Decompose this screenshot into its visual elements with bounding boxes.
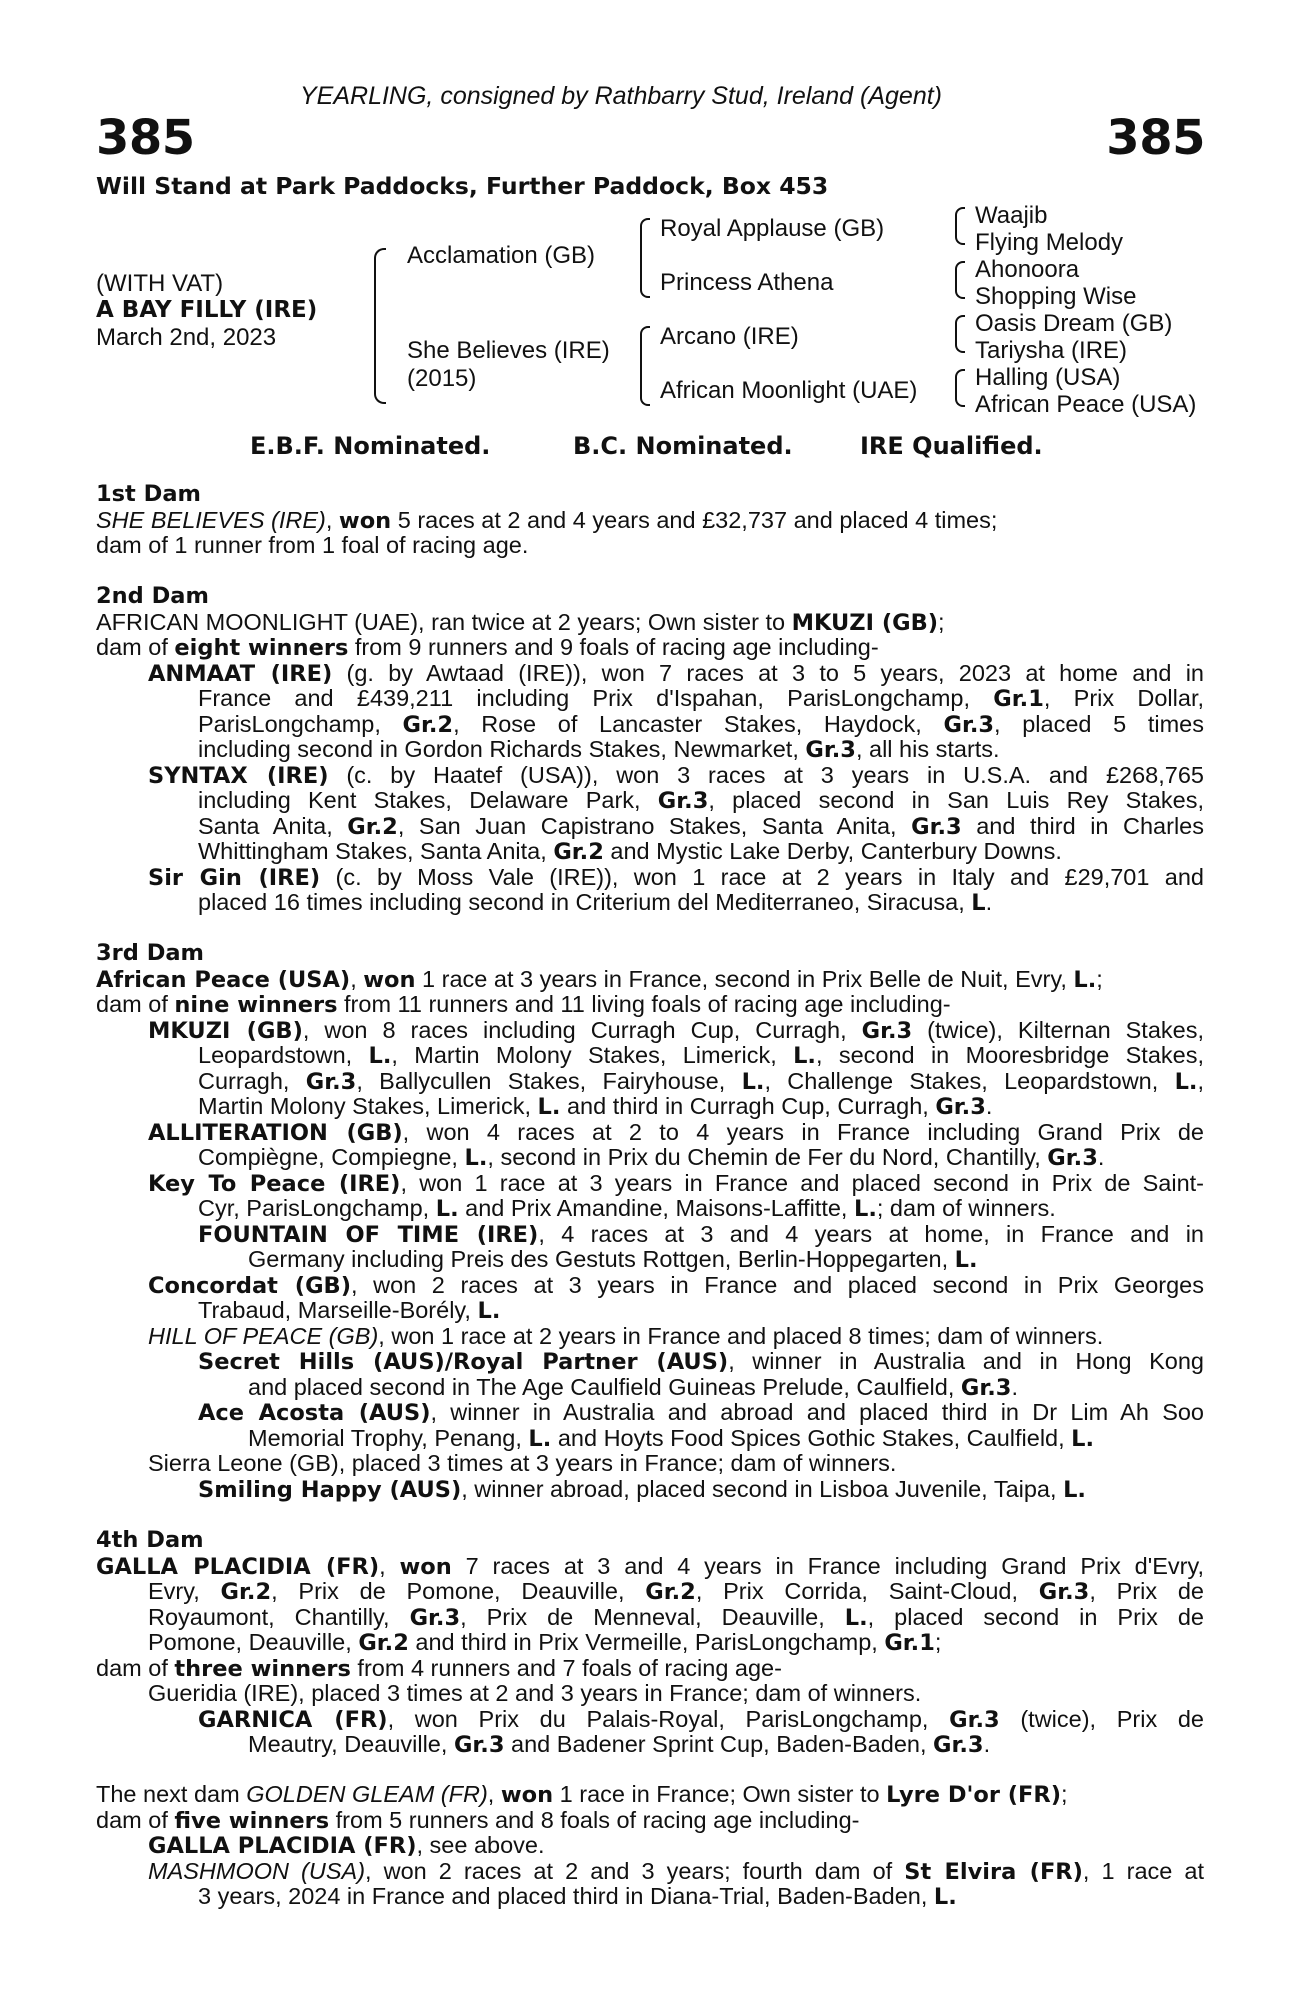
horse-name: GALLA PLACIDIA (FR) xyxy=(148,1833,417,1859)
listed: L. xyxy=(844,1604,868,1631)
text: Compiègne, Compiegne, xyxy=(198,1144,465,1170)
horse-name: HILL OF PEACE (GB) xyxy=(148,1322,379,1349)
brace-g34 xyxy=(955,261,965,299)
first-dam-line-2: dam of 1 runner from 1 foal of racing age. xyxy=(96,532,529,558)
text: , won 1 race at 3 years in France and placed second in Prix de Saint- xyxy=(400,1169,1204,1196)
text: , second in Mooresbridge Stakes, xyxy=(815,1042,1204,1068)
gsire-5: Oasis Dream (GB) xyxy=(975,310,1173,337)
next-dam-line-1 xyxy=(96,1782,1204,1808)
brace-g12 xyxy=(955,207,965,245)
text: and third in Charles xyxy=(961,812,1204,839)
grade: Gr.3 xyxy=(911,813,962,840)
progeny-galla-placidia xyxy=(96,1833,1204,1859)
progeny-secret-hills xyxy=(96,1349,1204,1375)
fourth-dam-line-1 xyxy=(96,1554,1204,1580)
fourth-dam-line xyxy=(96,1579,1204,1605)
text: 1 race in France; Own sister to xyxy=(553,1781,887,1807)
text: and Badener Sprint Cup, Baden-Baden, xyxy=(504,1731,934,1757)
third-dam-line-1 xyxy=(96,967,1204,993)
text: , won Prix du Palais-Royal, ParisLongchamp, xyxy=(387,1705,950,1732)
text: 3 years, 2024 in France and placed third in Diana-Trial, Baden-Baden, xyxy=(198,1883,934,1909)
text: , Prix de xyxy=(1089,1578,1204,1604)
progeny-line xyxy=(96,1884,1204,1910)
progeny-line xyxy=(96,1247,1204,1273)
text: The next dam xyxy=(96,1781,247,1807)
text: including second in Gordon Richards Stakes, Newmarket, xyxy=(198,736,806,762)
listed: L. xyxy=(1073,966,1097,993)
horse-name: GALLA PLACIDIA (FR) xyxy=(96,1553,380,1580)
text: Evry, xyxy=(148,1578,221,1604)
horse-name: FOUNTAIN OF TIME (IRE) xyxy=(198,1221,539,1248)
grade: Gr.3 xyxy=(949,1706,1000,1733)
sire: Acclamation (GB) xyxy=(407,242,596,269)
listed: L. xyxy=(537,1094,561,1120)
progeny-line xyxy=(96,1196,1204,1222)
first-dam-heading: 1st Dam xyxy=(96,481,201,507)
second-dam-section xyxy=(96,584,1204,916)
grade: Gr.3 xyxy=(409,1604,461,1631)
gsire-2: Flying Melody xyxy=(975,229,1124,256)
text: , winner in Australia and abroad and placed third in Dr Lim Ah Soo xyxy=(430,1399,1205,1425)
progeny-sierra-leone: Sierra Leone (GB), placed 3 times at 3 years in France; dam of winners. xyxy=(148,1450,897,1476)
text: and Mystic Lake Derby, Canterbury Downs. xyxy=(603,838,1062,864)
text: AFRICAN MOONLIGHT (UAE), ran twice at 2 years; Own sister to xyxy=(96,608,792,635)
progeny-gueridia: Gueridia (IRE), placed 3 times at 2 and 3 years in France; dam of winners. xyxy=(148,1680,922,1706)
progeny-line xyxy=(96,1298,1204,1324)
grade: Gr.3 xyxy=(1038,1579,1090,1605)
horse-name: Ace Acosta (AUS) xyxy=(198,1400,431,1426)
second-dam-line-1 xyxy=(96,610,1204,636)
brace-g56 xyxy=(955,315,965,353)
foaling-date: March 2nd, 2023 xyxy=(96,324,277,351)
third-dam-line-2 xyxy=(96,992,1204,1018)
grade: Gr.3 xyxy=(453,1732,505,1758)
text: , 1 race at xyxy=(1082,1857,1205,1884)
grade: Gr.3 xyxy=(1047,1145,1098,1171)
text: , all his starts. xyxy=(855,736,1000,762)
grade: Gr.2 xyxy=(645,1579,696,1605)
progeny-line xyxy=(96,788,1204,814)
text: Pomone, Deauville, xyxy=(148,1629,359,1655)
text: dam of xyxy=(96,634,175,660)
horse-name: MKUZI (GB) xyxy=(791,609,938,636)
horse-name: Key To Peace (IRE) xyxy=(148,1170,401,1197)
text: Leopardstown, xyxy=(198,1042,369,1068)
text: , 4 races at 3 and 4 years at home, in France and in xyxy=(538,1220,1204,1247)
horse-name: Secret Hills (AUS)/Royal Partner (AUS) xyxy=(198,1349,729,1375)
horse-name: ANMAAT (IRE) xyxy=(148,660,333,687)
grade: Gr.3 xyxy=(805,737,856,763)
listed: L. xyxy=(954,1247,978,1273)
text: , placed second in San Luis Rey Stakes, xyxy=(708,787,1204,813)
progeny-smiling-happy xyxy=(96,1477,1204,1503)
text: Trabaud, Marseille-Borély, xyxy=(198,1297,478,1323)
text: and placed second in The Age Caulfield Guineas Prelude, Caulfield, xyxy=(248,1373,961,1400)
ebf-nominated: E.B.F. Nominated. xyxy=(250,432,491,460)
listed: L. xyxy=(933,1884,957,1910)
text: Martin Molony Stakes, Limerick, xyxy=(198,1093,538,1119)
text: dam of xyxy=(96,991,175,1017)
text: , Prix Dollar, xyxy=(1043,685,1204,711)
progeny-hill-of-peace xyxy=(96,1324,1204,1350)
text: ; xyxy=(1096,965,1103,992)
gsire-4: Shopping Wise xyxy=(975,283,1137,310)
horse-name: MKUZI (GB) xyxy=(148,1017,303,1044)
progeny-fountain-of-time xyxy=(96,1222,1204,1248)
text: ; xyxy=(934,1629,942,1655)
brace-g78 xyxy=(955,369,965,407)
horse-name: SYNTAX (IRE) xyxy=(148,762,329,789)
text: , Prix de Pomone, Deauville, xyxy=(271,1578,646,1604)
grade: Gr.3 xyxy=(657,788,709,814)
won-label: won xyxy=(363,966,416,993)
first-dam-section xyxy=(96,482,1204,559)
text: and third in Curragh Cup, Curragh, xyxy=(560,1093,936,1119)
fourth-dam-line xyxy=(96,1630,1204,1656)
fourth-dam-section xyxy=(96,1528,1204,1758)
next-dam-line-2 xyxy=(96,1808,1204,1834)
horse-name: ALLITERATION (GB) xyxy=(148,1119,403,1146)
text: (c. by Haatef (USA)), won 3 races at 3 years in U.S.A. and £268,765 xyxy=(328,761,1204,788)
text: Santa Anita, xyxy=(198,812,348,839)
text: Germany including Preis des Gestuts Rottgen, Berlin-Hoppegarten, xyxy=(248,1246,955,1272)
text: , Rose of Lancaster Stakes, Haydock, xyxy=(453,710,944,737)
gsire-3: Ahonoora xyxy=(975,256,1080,283)
listed: L. xyxy=(741,1068,765,1095)
text: , xyxy=(487,1781,501,1807)
text: Whittingham Stakes, Santa Anita, xyxy=(198,838,554,864)
progeny-line xyxy=(96,737,1204,763)
text: . xyxy=(985,1093,993,1119)
grade: Gr.1 xyxy=(884,1630,935,1656)
text: , won 4 races at 2 to 4 years in France including Grand Prix de xyxy=(402,1118,1204,1145)
text: , Prix de Menneval, Deauville, xyxy=(460,1603,845,1630)
bc-nominated: B.C. Nominated. xyxy=(573,432,793,460)
text: , Ballycullen Stakes, Fairyhouse, xyxy=(356,1067,742,1094)
grade: Gr.1 xyxy=(993,686,1044,712)
horse-name: GARNICA (FR) xyxy=(198,1706,388,1733)
sep: , xyxy=(325,506,339,533)
text: , won 1 race at 2 years in France and placed 8 times; dam of winners. xyxy=(378,1322,1104,1349)
text: , San Juan Capistrano Stakes, Santa Anita, xyxy=(397,812,912,839)
text: from 5 runners and 8 foals of racing age including- xyxy=(329,1806,860,1833)
second-dam-line-2 xyxy=(96,635,1204,661)
text: France and £439,211 including Prix d'Ispahan, ParisLongchamp, xyxy=(198,685,994,711)
text: 7 races at 3 and 4 years in France including Grand Prix d'Evry, xyxy=(451,1552,1205,1579)
text: . xyxy=(1011,1373,1018,1400)
horse-name: Lyre D'or (FR) xyxy=(886,1782,1062,1808)
progeny-syntax xyxy=(96,763,1204,789)
winners-count: five winners xyxy=(174,1807,330,1834)
winners-count: nine winners xyxy=(174,992,338,1018)
grade: Gr.3 xyxy=(305,1068,357,1095)
text: (g. by Awtaad (IRE)), won 7 races at 3 to 5 years, 2023 at home and in xyxy=(332,659,1204,686)
gsire-6: Tariysha (IRE) xyxy=(975,337,1128,364)
progeny-line xyxy=(96,1145,1204,1171)
listed: L. xyxy=(1174,1068,1198,1095)
text: , placed second in Prix de xyxy=(867,1603,1204,1630)
listed: L. xyxy=(853,1196,877,1222)
dam-sire: Arcano (IRE) xyxy=(660,323,799,350)
text: . xyxy=(983,1731,991,1757)
progeny-line xyxy=(96,1043,1204,1069)
brace-sire xyxy=(640,218,650,298)
listed: L. xyxy=(793,1043,816,1069)
progeny-mashmoon xyxy=(96,1859,1204,1885)
sep: , xyxy=(350,965,364,992)
sire-sire: Royal Applause (GB) xyxy=(660,215,885,242)
text: , Prix Corrida, Saint-Cloud, xyxy=(695,1578,1039,1604)
text: . xyxy=(985,889,993,915)
grade: Gr.2 xyxy=(347,813,398,840)
sire-dam: Princess Athena xyxy=(660,269,834,296)
horse-name: GOLDEN GLEAM (FR) xyxy=(246,1781,488,1807)
text: , won 8 races including Curragh Cup, Curragh, xyxy=(302,1016,862,1043)
text: , winner abroad, placed second in Lisboa Juvenile, Taipa, xyxy=(461,1475,1064,1502)
vat-label: (WITH VAT) xyxy=(96,270,224,297)
third-dam-heading: 3rd Dam xyxy=(96,940,204,966)
listed: L. xyxy=(1063,1476,1086,1503)
progeny-sir-gin xyxy=(96,865,1204,891)
winners-count: three winners xyxy=(174,1655,351,1682)
progeny-line xyxy=(96,1426,1204,1452)
text: Curragh, xyxy=(198,1067,306,1094)
next-dam-section xyxy=(96,1782,1204,1910)
progeny-line xyxy=(96,1375,1204,1401)
text: ; xyxy=(938,608,945,635)
horse-name: Smiling Happy (AUS) xyxy=(198,1476,462,1503)
grade: Gr.2 xyxy=(358,1630,409,1656)
text: (twice), Prix de xyxy=(999,1705,1204,1732)
fourth-dam-line xyxy=(96,1605,1204,1631)
grade: Gr.2 xyxy=(402,711,454,738)
text: ParisLongchamp, xyxy=(198,710,403,737)
second-dam-heading: 2nd Dam xyxy=(96,583,209,609)
text: , winner in Australia and in Hong Kong xyxy=(728,1348,1204,1374)
text: and third in Prix Vermeille, ParisLongchamp, xyxy=(408,1629,885,1655)
grade: Gr.3 xyxy=(935,1094,986,1120)
horse-name: St Elvira (FR) xyxy=(904,1858,1083,1885)
race-record: 5 races at 2 and 4 years and £32,737 and placed 4 times; xyxy=(391,506,998,533)
listed: L. xyxy=(1071,1425,1095,1452)
horse-name: Concordat (GB) xyxy=(148,1272,351,1299)
dam: She Believes (IRE) xyxy=(407,337,610,364)
text: Cyr, ParisLongchamp, xyxy=(198,1195,436,1221)
text: including Kent Stakes, Delaware Park, xyxy=(198,787,658,813)
text: Meautry, Deauville, xyxy=(248,1731,454,1757)
ire-qualified: IRE Qualified. xyxy=(860,432,1043,460)
progeny-anmaat xyxy=(96,661,1204,687)
grade: Gr.3 xyxy=(861,1017,913,1044)
text: , Challenge Stakes, Leopardstown, xyxy=(764,1067,1175,1094)
text: from 11 runners and 11 living foals of racing age including- xyxy=(337,991,951,1017)
horse-name: African Peace (USA) xyxy=(96,966,351,993)
gsire-8: African Peace (USA) xyxy=(975,391,1197,418)
text: placed 16 times including second in Criterium del Mediterraneo, Siracusa, xyxy=(198,889,972,915)
progeny-line xyxy=(96,839,1204,865)
text: ; xyxy=(1061,1781,1068,1807)
text: . xyxy=(1097,1144,1105,1170)
fourth-dam-heading: 4th Dam xyxy=(96,1527,204,1553)
lot-number-right: 385 xyxy=(1106,110,1205,166)
text: dam of xyxy=(96,1806,175,1833)
text: ; dam of winners. xyxy=(876,1195,1056,1221)
text: , won 2 races at 2 and 3 years; fourth dam of xyxy=(365,1857,905,1884)
fourth-dam-line xyxy=(96,1656,1204,1682)
brace-horse xyxy=(374,248,386,404)
text: (twice), Kilternan Stakes, xyxy=(912,1016,1204,1043)
dam-year: (2015) xyxy=(407,365,477,392)
lot-number-left: 385 xyxy=(96,110,195,166)
horse-name: A BAY FILLY (IRE) xyxy=(96,297,318,323)
text: , second in Prix du Chemin de Fer du Nord, Chantilly, xyxy=(487,1144,1048,1170)
progeny-line xyxy=(96,814,1204,840)
text: from 9 runners and 9 foals of racing age including- xyxy=(348,634,879,660)
progeny-line xyxy=(96,1069,1204,1095)
brace-dam xyxy=(640,326,650,406)
won-label: won xyxy=(500,1782,554,1808)
grade: Gr.3 xyxy=(933,1732,984,1758)
grade: Gr.2 xyxy=(553,839,604,865)
sep: , xyxy=(379,1552,400,1579)
gsire-1: Waajib xyxy=(975,202,1048,229)
progeny-line xyxy=(96,1094,1204,1120)
progeny-line xyxy=(96,890,1204,916)
progeny-mkuzi xyxy=(96,1018,1204,1044)
progeny-line xyxy=(96,1732,1204,1758)
text: , xyxy=(1197,1067,1204,1094)
listed: L xyxy=(971,890,986,916)
winners-count: eight winners xyxy=(174,635,349,661)
text: from 4 runners and 7 foals of racing age- xyxy=(350,1654,782,1681)
grade: Gr.3 xyxy=(960,1374,1012,1401)
dam-dam: African Moonlight (UAE) xyxy=(660,377,918,404)
text: dam of xyxy=(96,1654,175,1681)
text: (c. by Moss Vale (IRE)), won 1 race at 2 years in Italy and £29,701 and xyxy=(320,863,1204,890)
progeny-key-to-peace xyxy=(96,1171,1204,1197)
text: , Martin Molony Stakes, Limerick, xyxy=(391,1042,794,1068)
listed: L. xyxy=(477,1298,501,1324)
first-dam-line-1 xyxy=(96,508,1204,534)
text: , won 2 races at 3 years in France and placed second in Prix Georges xyxy=(351,1271,1204,1298)
horse-name: Sir Gin (IRE) xyxy=(148,864,321,891)
first-dam-name: SHE BELIEVES (IRE) xyxy=(96,506,326,533)
stand-location: Will Stand at Park Paddocks, Further Paddock, Box 453 xyxy=(96,172,829,200)
progeny-alliteration xyxy=(96,1120,1204,1146)
horse-name: MASHMOON (USA) xyxy=(148,1857,366,1884)
text: , placed 5 times xyxy=(994,710,1204,737)
text: Memorial Trophy, Penang, xyxy=(248,1424,529,1451)
text: , see above. xyxy=(416,1832,545,1858)
progeny-ace-acosta xyxy=(96,1400,1204,1426)
gsire-7: Halling (USA) xyxy=(975,364,1121,391)
text: and Prix Amandine, Maisons-Laffitte, xyxy=(458,1195,854,1221)
progeny-concordat xyxy=(96,1273,1204,1299)
listed: L. xyxy=(368,1043,392,1069)
listed: L. xyxy=(464,1145,488,1171)
won-label: won xyxy=(399,1553,452,1580)
grade: Gr.3 xyxy=(943,711,995,738)
grade: Gr.2 xyxy=(220,1579,272,1605)
text: Royaumont, Chantilly, xyxy=(148,1603,410,1630)
consignment-line: YEARLING, consigned by Rathbarry Stud, Ireland (Agent) xyxy=(300,82,942,110)
won-label: won xyxy=(338,507,392,534)
progeny-line xyxy=(96,712,1204,738)
third-dam-section xyxy=(96,941,1204,1502)
text: and Hoyts Food Spices Gothic Stakes, Caulfield, xyxy=(551,1424,1072,1451)
progeny-garnica xyxy=(96,1707,1204,1733)
progeny-line xyxy=(96,686,1204,712)
listed: L. xyxy=(528,1425,552,1452)
text: 1 race at 3 years in France, second in Prix Belle de Nuit, Evry, xyxy=(415,965,1074,992)
listed: L. xyxy=(435,1196,459,1222)
